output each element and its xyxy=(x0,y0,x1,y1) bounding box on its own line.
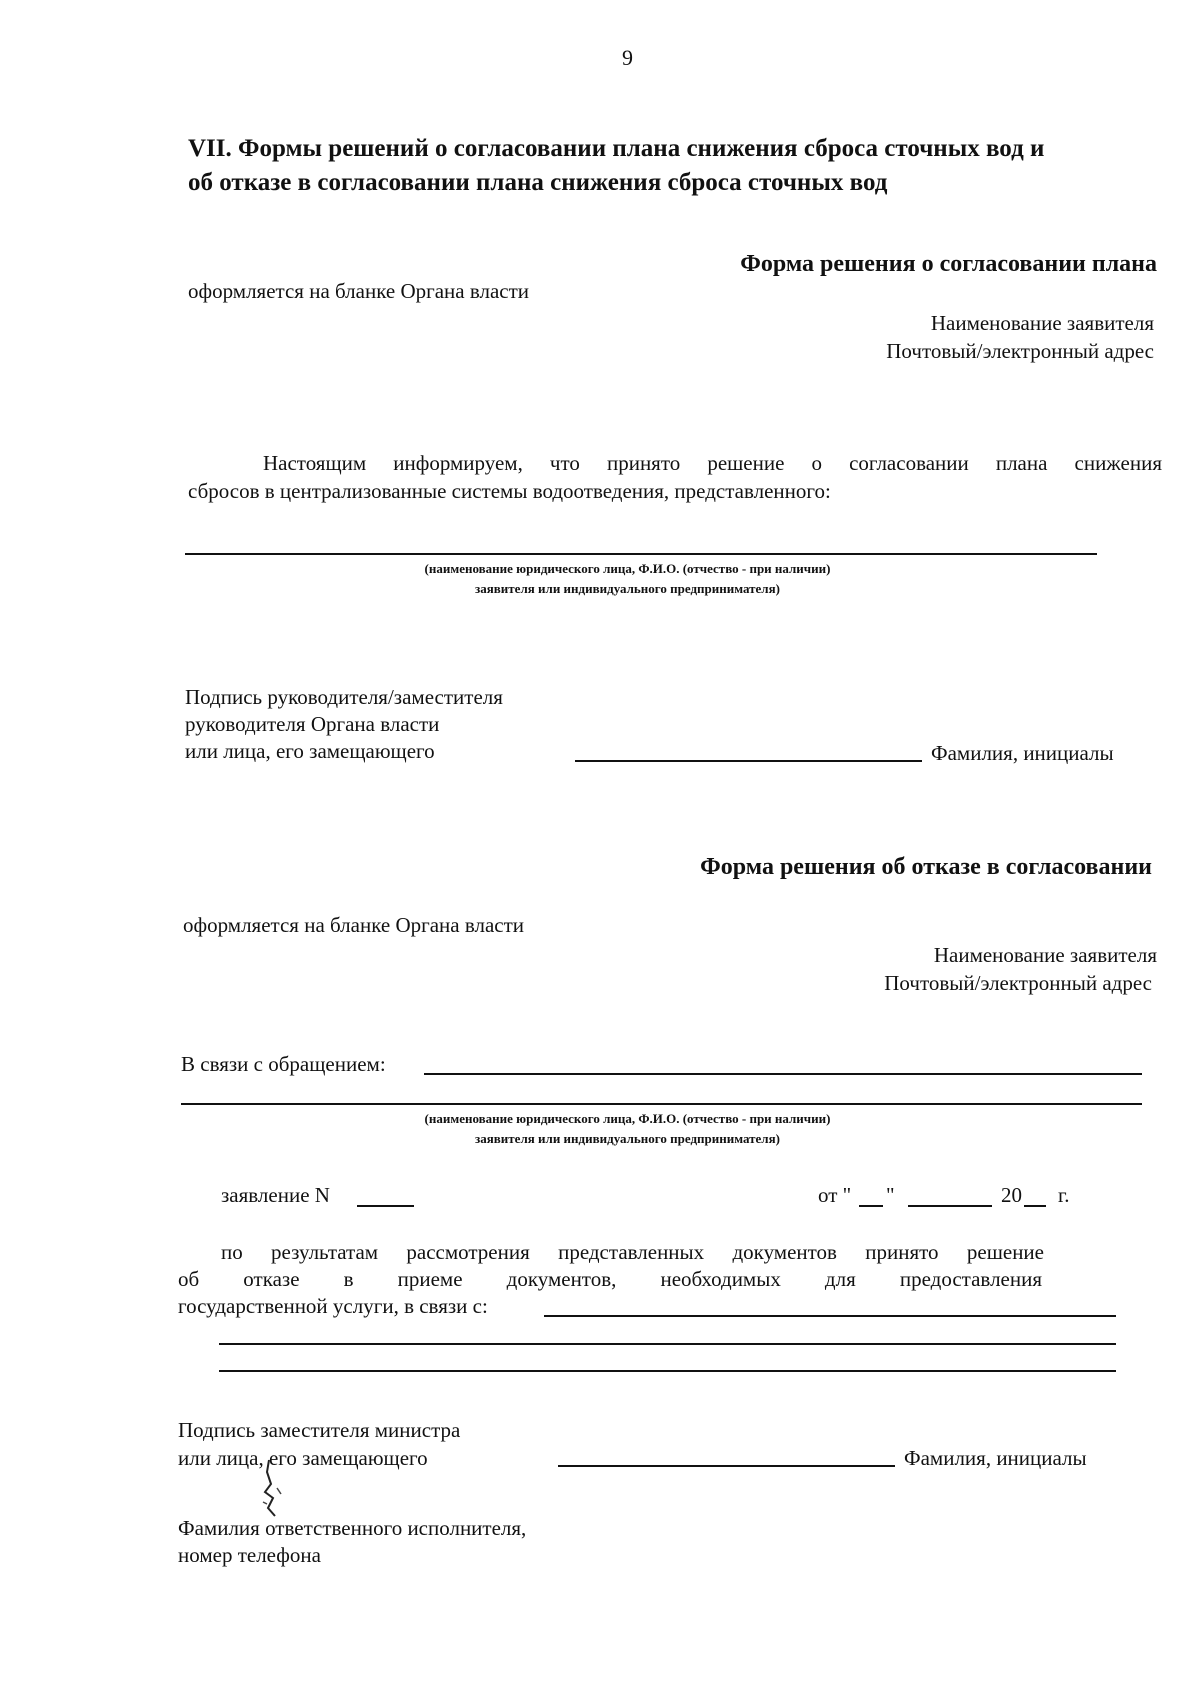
rejection-caption-line-2: заявителя или индивидуального предпринимателя) xyxy=(475,1131,780,1146)
application-number-label: заявление N xyxy=(221,1183,330,1207)
rejection-form-title: Форма решения об отказе в согласовании xyxy=(700,854,1152,880)
rejection-signature-name: Фамилия, инициалы xyxy=(904,1446,1087,1470)
applicant-name-blank-line xyxy=(185,553,1097,555)
approval-signature-line-3: или лица, его замещающего xyxy=(185,739,435,763)
rejection-signature-line-1: Подпись заместителя министра xyxy=(178,1418,461,1442)
date-closing-quote: " xyxy=(886,1183,895,1207)
scan-mark-scribble xyxy=(255,1458,295,1520)
rejection-blank-note: оформляется на бланке Органа власти xyxy=(183,913,525,937)
approval-signature-blank-line xyxy=(575,760,922,762)
rejection-body-line-1: по результатам рассмотрения представленных документов принято решение xyxy=(221,1240,1044,1264)
application-number-blank xyxy=(357,1205,414,1207)
date-from-label: от " xyxy=(818,1183,852,1207)
approval-body-line-2: сбросов в централизованные системы водоотведения, представленного: xyxy=(188,479,831,503)
approval-form-title: Форма решения о согласовании плана xyxy=(740,251,1157,277)
rejection-body-line-2: об отказе в приеме документов, необходимых для предоставления xyxy=(178,1267,1042,1291)
executor-line-1: Фамилия ответственного исполнителя, xyxy=(178,1516,527,1540)
approval-signature-name: Фамилия, инициалы xyxy=(931,741,1114,765)
appeal-blank-line xyxy=(424,1073,1142,1075)
rejection-signature-blank-line xyxy=(558,1465,895,1467)
rejection-recipient-name: Наименование заявителя xyxy=(933,943,1157,967)
approval-caption-line-2: заявителя или индивидуального предпринимателя) xyxy=(475,581,780,596)
approval-signature-line-1: Подпись руководителя/заместителя xyxy=(185,685,503,709)
executor-line-2: номер телефона xyxy=(178,1543,321,1567)
appeal-label: В связи с обращением: xyxy=(181,1052,386,1076)
page-number: 9 xyxy=(622,45,633,70)
approval-blank-note: оформляется на бланке Органа власти xyxy=(188,279,530,303)
approval-body-line-1: Настоящим информируем, что принято решение о согласовании плана снижения xyxy=(263,451,1162,475)
date-day-blank xyxy=(859,1205,883,1207)
reason-blank-line-2 xyxy=(219,1343,1116,1345)
date-month-blank xyxy=(908,1205,992,1207)
rejection-recipient-address: Почтовый/электронный адрес xyxy=(884,971,1152,995)
approval-recipient-name: Наименование заявителя xyxy=(930,311,1154,335)
reason-blank-line-1 xyxy=(544,1315,1116,1317)
section-title-line-2: об отказе в согласовании плана снижения сброса сточных вод xyxy=(188,169,888,196)
rejection-caption-line-1: (наименование юридического лица, Ф.И.О. (отчество - при наличии) xyxy=(424,1111,831,1126)
appeal-blank-line-2 xyxy=(181,1103,1142,1105)
section-title-line-1: VII. Формы решений о согласовании плана снижения сброса сточных вод и xyxy=(188,135,1045,162)
date-year-prefix: 20 xyxy=(1001,1183,1022,1207)
rejection-signature-line-2: или лица, его замещающего xyxy=(178,1446,428,1470)
rejection-body-line-3: государственной услуги, в связи с: xyxy=(178,1294,488,1318)
approval-signature-line-2: руководителя Органа власти xyxy=(185,712,440,736)
date-year-blank xyxy=(1024,1205,1046,1207)
approval-recipient-address: Почтовый/электронный адрес xyxy=(886,339,1154,363)
approval-caption-line-1: (наименование юридического лица, Ф.И.О. (отчество - при наличии) xyxy=(424,561,831,576)
date-year-suffix: г. xyxy=(1058,1183,1070,1207)
reason-blank-line-3 xyxy=(219,1370,1116,1372)
